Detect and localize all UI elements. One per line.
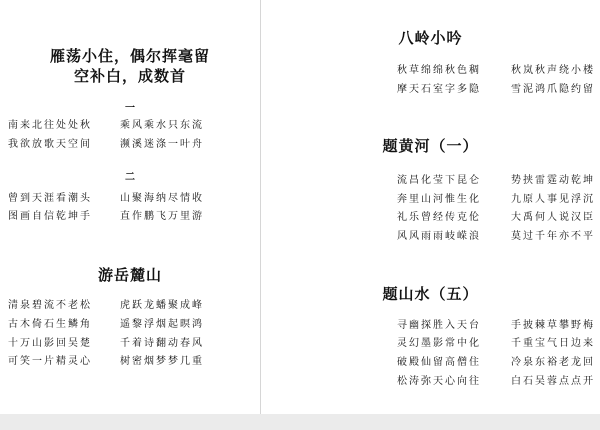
- verse-line: 十万山影回吴楚: [8, 338, 92, 349]
- verse-line: 手披棘草攀野梅: [511, 320, 595, 331]
- poem-title-line1: 雁荡小住，偶尔挥毫留: [49, 47, 210, 65]
- verse-line: 白石吴蓉点点开: [511, 376, 595, 387]
- verse-line: 势挟雷霆动乾坤: [511, 175, 595, 186]
- section-number: 二: [125, 172, 135, 183]
- verse-line: 树密烟梦梦几重: [120, 356, 204, 367]
- verse-line: 千着诗翻动春风: [120, 338, 204, 349]
- verse-line: 山聚海纳尽情收: [120, 193, 204, 204]
- viewer-bottom-bar: [0, 414, 600, 430]
- verse-line: 灵幻墨影常中化: [397, 338, 481, 349]
- verse-line: 濒溪迷涤一叶舟: [120, 139, 204, 150]
- verse-line: 冷泉东裕老龙回: [511, 357, 595, 368]
- verse-line: 秋草绵绵秋色稠: [397, 65, 481, 76]
- verse-line: 图画自信乾坤手: [8, 211, 92, 222]
- verse-line: 礼乐曾经传克伦: [397, 212, 481, 223]
- verse-line: 摩天石室字多隐: [397, 84, 481, 95]
- verse-line: 松涛弥天心向往: [397, 376, 481, 387]
- verse-line: 莫过千年亦不平: [511, 231, 595, 242]
- verse-line: 可笑一片精灵心: [8, 356, 92, 367]
- verse-line: 大禹何人说汉臣: [511, 212, 595, 223]
- verse-line: 雪泥鸿爪隐约留: [511, 84, 595, 95]
- verse-line: 九原人事见浮沉: [511, 194, 595, 205]
- poem-title: 题黄河（一）: [382, 137, 479, 155]
- verse-line: 古木倚石生鳞角: [8, 319, 92, 330]
- verse-line: 奔里山河惟生化: [397, 194, 481, 205]
- verse-line: 秋岚秋声绕小楼: [511, 65, 595, 76]
- poem-title: 题山水（五）: [382, 285, 479, 303]
- verse-line: 曾到天涯看潮头: [8, 193, 92, 204]
- verse-line: 寻幽探胜入天台: [397, 320, 481, 331]
- left-page: [0, 0, 260, 414]
- verse-line: 乘风乘水只东流: [120, 120, 204, 131]
- verse-line: 遥黎浮烟起暝鸿: [120, 319, 204, 330]
- verse-line: 我欲放歌天空间: [8, 139, 92, 150]
- poem-title-line2: 空补白，成数首: [73, 67, 186, 85]
- verse-line: 直作鹏飞万里游: [120, 211, 204, 222]
- section-number: 一: [125, 103, 135, 114]
- verse-line: 南来北往处处秋: [8, 120, 92, 131]
- verse-line: 虎跃龙蟠聚成峰: [120, 300, 204, 311]
- verse-line: 风风雨雨岐嵘浪: [397, 231, 481, 242]
- verse-line: 破殿仙留高僧住: [397, 357, 481, 368]
- poem-title: 八岭小吟: [398, 29, 463, 47]
- verse-line: 流昌化莹下昆仑: [397, 175, 481, 186]
- verse-line: 千重宝气日边来: [511, 338, 595, 349]
- right-page: [261, 0, 600, 414]
- poem-title: 游岳麓山: [97, 266, 162, 284]
- verse-line: 清泉碧流不老松: [8, 300, 92, 311]
